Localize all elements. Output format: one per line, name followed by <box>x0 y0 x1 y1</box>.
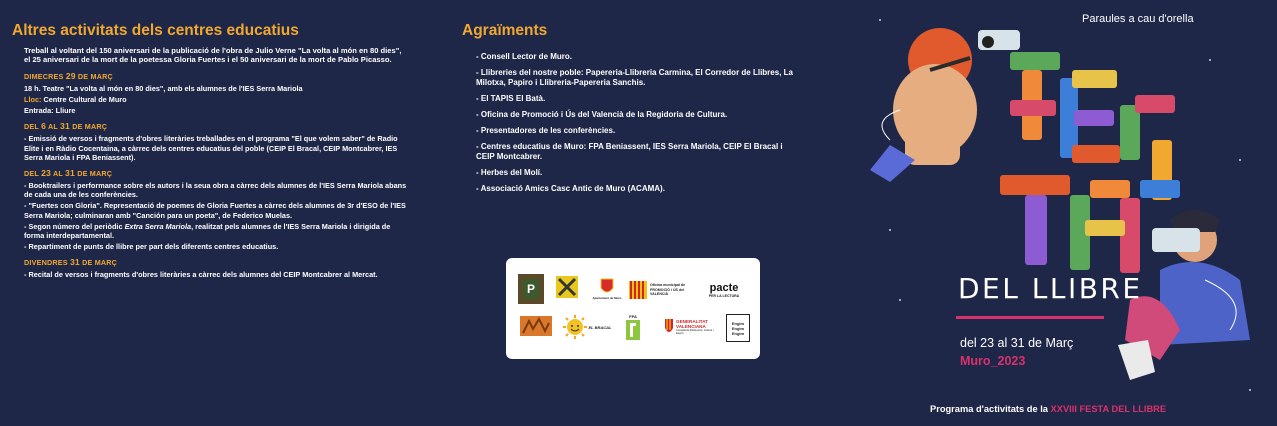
poster-place: Muro_2023 <box>960 354 1026 368</box>
day-heading-6-31: DEL 6 AL 31 DE MARÇ <box>24 121 108 132</box>
thanks-item: - Associació Amics Casc Antic de Muro (ACAMA). <box>476 184 665 193</box>
logo-acama <box>518 312 554 340</box>
reader-figure-top-icon <box>870 28 1020 182</box>
section-title-activities: Altres activitats dels centres educatius <box>12 22 299 39</box>
logo-generalitat: GENERALITAT VALENCIANA Conselleria d'Educació, Cultura i Esport <box>664 312 722 342</box>
logo-fpa: FPA <box>620 312 646 342</box>
logo-muro: Ajuntament de Muro <box>592 274 622 304</box>
event-line: - Repartiment de punts de llibre per part dels diferents centres educatius. <box>24 242 279 252</box>
intro-paragraph: Treball al voltant del 150 aniversari de la publicació de l'obra de Julio Verne "La volta al món en 80 dies", el 25 aniversari de la mort de la poetessa Gloria Fuertes i el 50 aniversari de la mort de Pablo Picasso. <box>24 46 402 65</box>
left-column <box>0 0 440 282</box>
event-line: - Emissió de versos i fragments d'obres literàries treballades en el programa "El que volem saber" de Radio Elite i en Ràdio Cocentaina, a càrrec dels centres educatius del poble (CEIP El Bracal, CEIP Montcabrer, IES Serra Mariola i FPA Beniassent). <box>24 134 398 162</box>
poster-dates: del 23 al 31 de Març <box>960 336 1074 350</box>
section-title-thanks: Agraïments <box>462 22 548 39</box>
event-line: - Booktrailers i performance sobre els autors i la seua obra a càrrec dels alumnes de l'IES Serra Mariola abans de cada una de les conferències. <box>24 181 407 200</box>
poster-tagline: Paraules a cau d'orella <box>1082 13 1194 25</box>
thanks-item: - Oficina de Promoció i Ús del Valencià de la Regidoria de Cultura. <box>476 110 728 119</box>
logo-oficina-valencia: Oficina municipal de PROMOCIÓ i ÚS del VALENCIÀ <box>628 278 688 302</box>
poster-panel <box>860 0 1277 426</box>
thanks-item: - Llibreries del nostre poble: Papereria-Llibreria Carmina, El Corredor de Llibres, La Milotxa, Papiro i Llibreria-Papereria Sanchis. <box>476 68 793 87</box>
event-line: - "Fuertes con Gloria". Representació de poemes de Gloria Fuertes a càrrec dels alumnes de 3r d'ESO de l'IES Serra Mariola; culminaran amb "Canción para un poeta", de Federico Muelas. <box>24 201 406 220</box>
logo-tapis <box>553 273 581 301</box>
festa-illustration <box>860 0 1277 426</box>
thanks-item: - Consell Lector de Muro. <box>476 52 573 61</box>
sponsor-logos-panel <box>506 258 760 359</box>
logo-engim: Engim Engim Engim <box>726 314 750 342</box>
logo-el-bracal: EL BRACAL <box>562 310 612 344</box>
event-line: 18 h. Teatre "La volta al món en 80 dies", amb els alumnes de l'IES Serra Mariola <box>24 83 303 93</box>
letters-ta-icon <box>1000 175 1180 273</box>
day-heading-23-31: DEL 23 AL 31 DE MARÇ <box>24 168 113 179</box>
day-heading-31: DIVENDRES 31 DE MARÇ <box>24 257 118 268</box>
thanks-item: - Centres educatius de Muro: FPA Beniassent, IES Serra Mariola, CEIP El Bracal i CEIP Montcabrer. <box>476 142 783 161</box>
event-line: - Segon número del periòdic Extra Serra Mariola, realitzat pels alumnes de l'IES Serra Mariola i dirigida de forma interdepartamental. <box>24 221 391 241</box>
thanks-item: - Presentadores de les conferències. <box>476 126 616 135</box>
middle-column <box>462 0 792 200</box>
svg-text:P: P <box>526 282 536 296</box>
poster-brand: DEL LLIBRE <box>958 272 1143 305</box>
event-entry: Entrada: Lliure <box>24 106 76 116</box>
event-line: - Recital de versos i fragments d'obres literàries a càrrec dels alumnes del CEIP Montcabrer al Mercat. <box>24 270 378 280</box>
day-heading-29: DIMECRES 29 DE MARÇ <box>24 70 113 81</box>
program-caption: Programa d'activitats de la XXVIII FESTA DEL LLIBRE <box>930 404 1167 414</box>
brand-underline <box>956 316 1104 319</box>
thanks-item: - Herbes del Molí. <box>476 168 543 177</box>
thanks-item: - El TAPIS El Batà. <box>476 94 546 103</box>
logo-consell <box>518 274 544 304</box>
logo-pacte-lectura: pacte PER LA LECTURA <box>708 282 740 298</box>
event-place: Lloc: Centre Cultural de Muro <box>24 95 127 105</box>
